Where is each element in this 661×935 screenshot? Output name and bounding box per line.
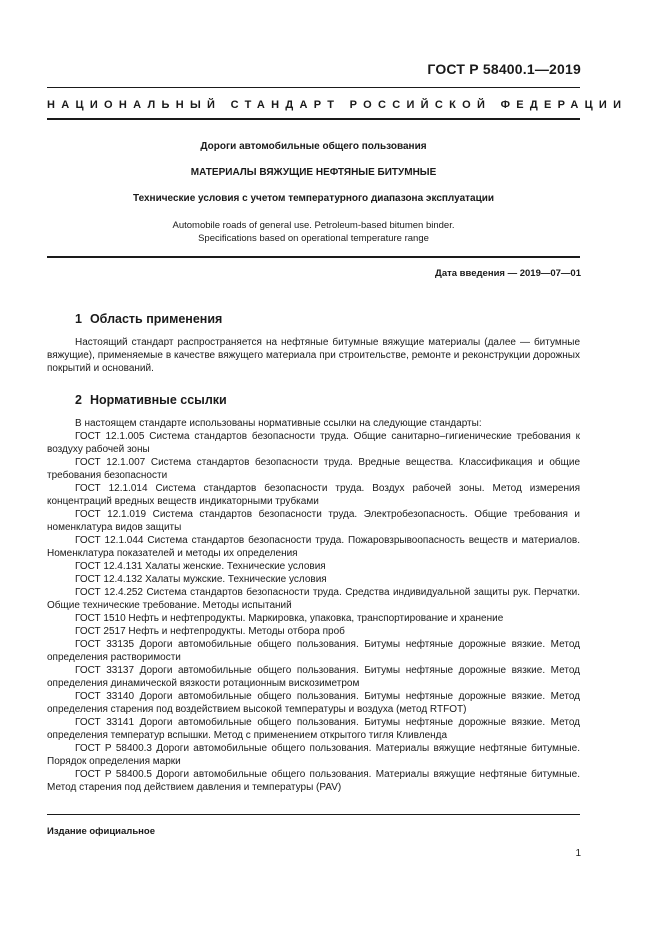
title-line-3: Технические условия с учетом температурного диапазона эксплуатации (132, 193, 495, 204)
title-line-2: МАТЕРИАЛЫ ВЯЖУЩИЕ НЕФТЯНЫЕ БИТУМНЫЕ (190, 167, 437, 178)
section-2-intro: В настоящем стандарте использованы нормативные ссылки на следующие стандарты: (75, 418, 482, 429)
reference-item: ГОСТ 12.1.044 Система стандартов безопасности труда. Пожаровзрывоопасность веществ и материалов. Номенклатура показателей и методы их определения (47, 535, 580, 559)
standard-code: ГОСТ Р 58400.1—2019 (427, 61, 581, 77)
footer-rule (47, 814, 580, 815)
reference-item: ГОСТ 2517 Нефть и нефтепродукты. Методы отбора проб (75, 626, 345, 637)
reference-item: ГОСТ 12.1.014 Система стандартов безопасности труда. Воздух рабочей зоны. Метод измерения концентраций вредных веществ индикаторными трубками (47, 483, 580, 507)
reference-item: ГОСТ 33137 Дороги автомобильные общего пользования. Битумы нефтяные дорожные вязкие. Метод определения динамической вязкости ротационным вискозиметром (47, 665, 580, 689)
english-title-line-1: Automobile roads of general use. Petroleum-based bitumen binder. (172, 220, 455, 231)
intro-date: Дата введения — 2019—07—01 (435, 268, 581, 279)
reference-item: ГОСТ 12.1.019 Система стандартов безопасности труда. Электробезопасность. Общие требования и номенклатура видов защиты (47, 509, 580, 533)
english-title-line-2: Specifications based on operational temperature range (198, 233, 429, 244)
edition-label: Издание официальное (47, 826, 155, 837)
reference-item: ГОСТ 12.1.005 Система стандартов безопасности труда. Общие санитарно–гигиенические требования к воздуху рабочей зоны (47, 431, 580, 455)
reference-item: ГОСТ Р 58400.3 Дороги автомобильные общего пользования. Материалы вяжущие нефтяные битумные. Порядок определения марки (47, 743, 580, 767)
reference-item: ГОСТ 33135 Дороги автомобильные общего пользования. Битумы нефтяные дорожные вязкие. Метод определения растворимости (47, 639, 580, 663)
top-rule (47, 87, 580, 88)
title-line-1: Дороги автомобильные общего пользования (200, 141, 427, 152)
section-1-number: 1 (75, 312, 82, 326)
reference-item: ГОСТ 33140 Дороги автомобильные общего пользования. Битумы нефтяные дорожные вязкие. Метод определения старения под воздействием высокой температуры и воздуха (метод RTFOT) (47, 691, 580, 715)
section-1-title: Область применения (89, 312, 223, 326)
section-2-heading (75, 393, 227, 407)
reference-item: ГОСТ 12.4.131 Халаты женские. Технические условия (75, 561, 326, 572)
reference-item: ГОСТ 12.1.007 Система стандартов безопасности труда. Вредные вещества. Классификация и общие требования безопасности (47, 457, 580, 481)
reference-item: ГОСТ 1510 Нефть и нефтепродукты. Маркировка, упаковка, транспортирование и хранение (75, 613, 504, 624)
section-1-body (47, 336, 580, 375)
page-number: 1 (575, 848, 581, 859)
title-rule (47, 256, 580, 258)
reference-item: ГОСТ 12.4.132 Халаты мужские. Технические условия (75, 574, 327, 585)
reference-item: ГОСТ 12.4.252 Система стандартов безопасности труда. Средства индивидуальной защиты рук. Перчатки. Общие технические требование. Методы испытаний (47, 587, 580, 611)
english-title (47, 219, 580, 245)
reference-item: ГОСТ Р 58400.5 Дороги автомобильные общего пользования. Материалы вяжущие нефтяные битумные. Метод старения под действием давления и температуры (PAV) (47, 769, 580, 793)
section-2-number: 2 (75, 393, 82, 407)
reference-item: ГОСТ 33141 Дороги автомобильные общего пользования. Битумы нефтяные дорожные вязкие. Метод определения температур вспышки. Метод с применением открытого тигля Кливленда (47, 717, 580, 741)
section-1-paragraph: Настоящий стандарт распространяется на нефтяные битумные вяжущие материалы (далее — битумные вяжущие), применяемые в качестве вяжущего материала при строительстве, ремонте и реконструкции дорожных покрытий и оснований. (47, 337, 580, 374)
heading-rule (47, 118, 580, 120)
section-1-heading (75, 312, 222, 326)
section-2-title: Нормативные ссылки (89, 393, 227, 407)
section-2-body (47, 417, 580, 794)
national-standard-heading: НАЦИОНАЛЬНЫЙ СТАНДАРТ РОССИЙСКОЙ ФЕДЕРАЦИИ (47, 99, 628, 111)
